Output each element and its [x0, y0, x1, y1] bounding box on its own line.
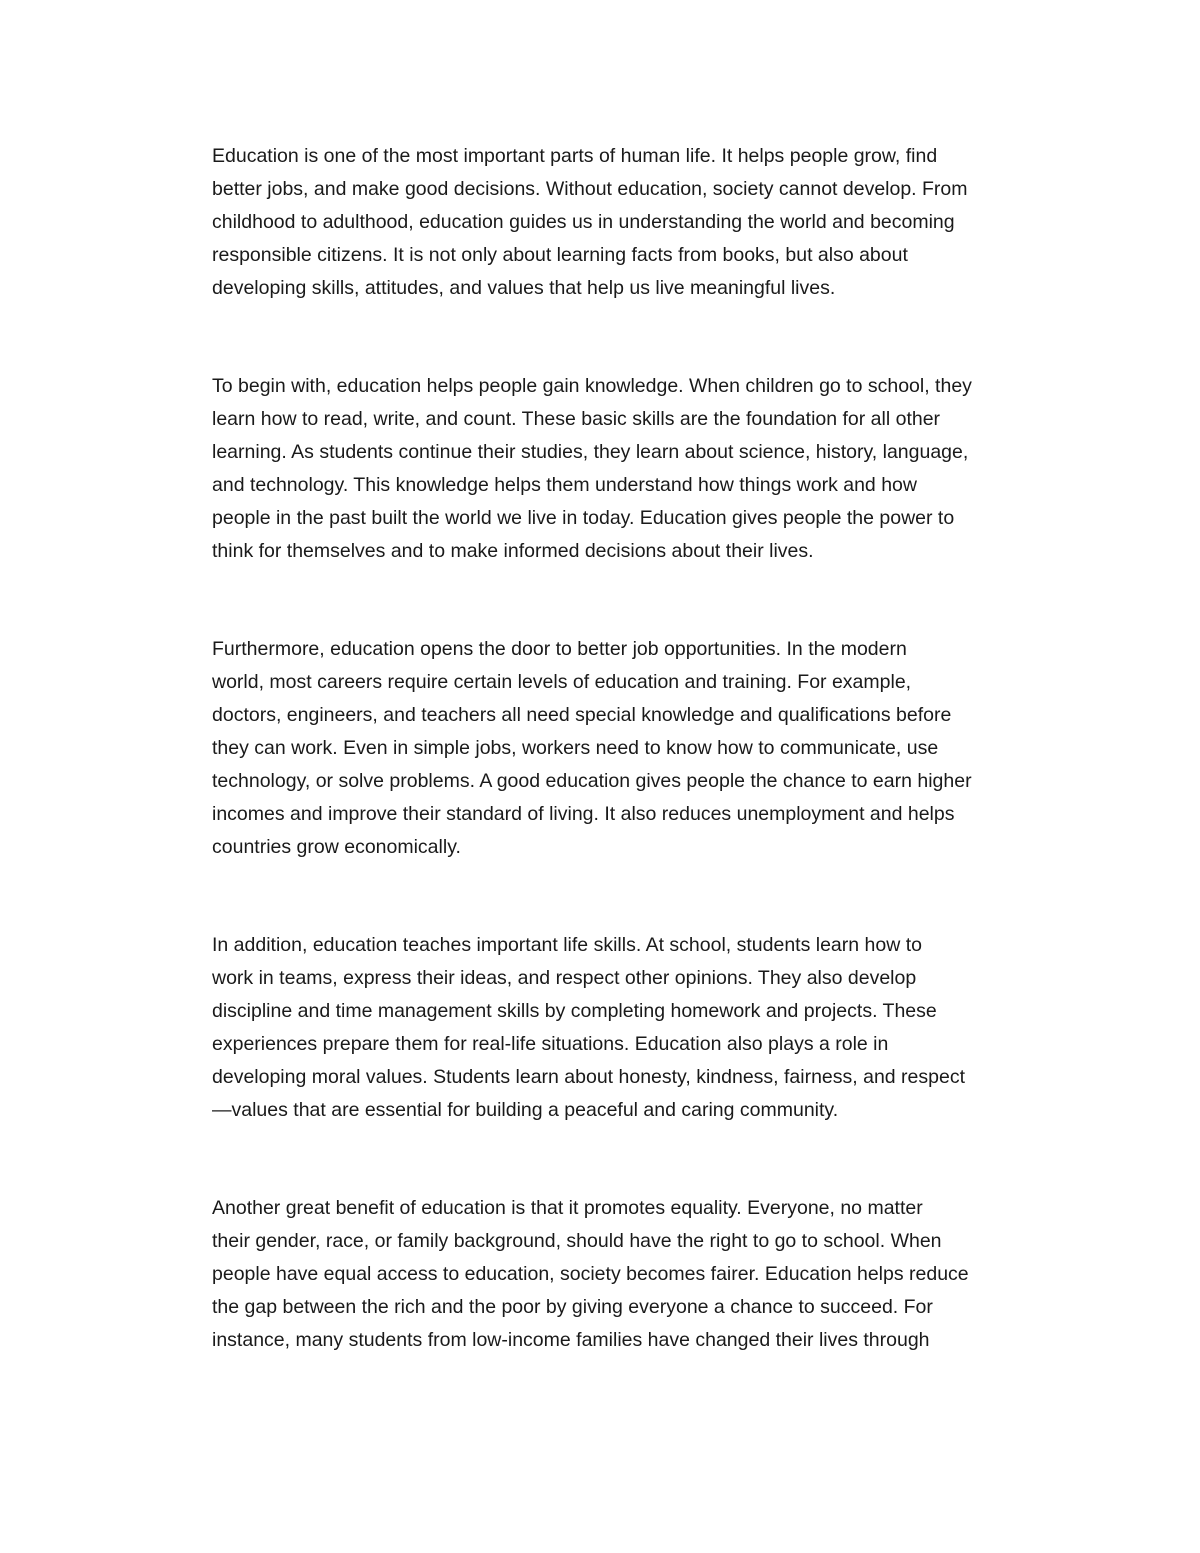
paragraph-3: Furthermore, education opens the door to better job opportunities. In the modern world, most careers require certain levels of education and training. For example, doctors, engineers, and teachers all need special knowledge and qualifications before they can work. Even in simple jobs, workers need to know how to communicate, use technology, or solve problems. A good education gives people the chance to earn higher incomes and improve their standard of living. It also reduces unemployment and helps countries grow economically.: [212, 638, 972, 858]
paragraph-5: Another great benefit of education is that it promotes equality. Everyone, no matter their gender, race, or family background, should have the right to go to school. When people have equal access to education, society becomes fairer. Education helps reduce the gap between the rich and the poor by giving everyone a chance to succeed. For instance, many students from low-income families have changed their lives through: [212, 1197, 969, 1351]
paragraph-4: In addition, education teaches important life skills. At school, students learn how to work in teams, express their ideas, and respect other opinions. They also develop discipline and time management skills by completing homework and projects. These experiences prepare them for real-life situations. Education also plays a role in developing moral values. Students learn about honesty, kindness, fairness, and respect —values that are essential for building a peaceful and caring community.: [212, 934, 966, 1121]
paragraph-1: Education is one of the most important parts of human life. It helps people grow, find better jobs, and make good decisions. Without education, society cannot develop. From childhood to adulthood, education guides us in understanding the world and becoming responsible citizens. It is not only about learning facts from books, but also about developing skills, attitudes, and values that help us live meaningful lives.: [212, 145, 968, 299]
document-body: [212, 140, 1062, 1422]
paragraph-2: To begin with, education helps people gain knowledge. When children go to school, they learn how to read, write, and count. These basic skills are the foundation for all other learning. As students continue their studies, they learn about science, history, language, and technology. This knowledge helps them understand how things work and how people in the past built the world we live in today. Education gives people the power to think for themselves and to make informed decisions about their lives.: [212, 375, 972, 562]
